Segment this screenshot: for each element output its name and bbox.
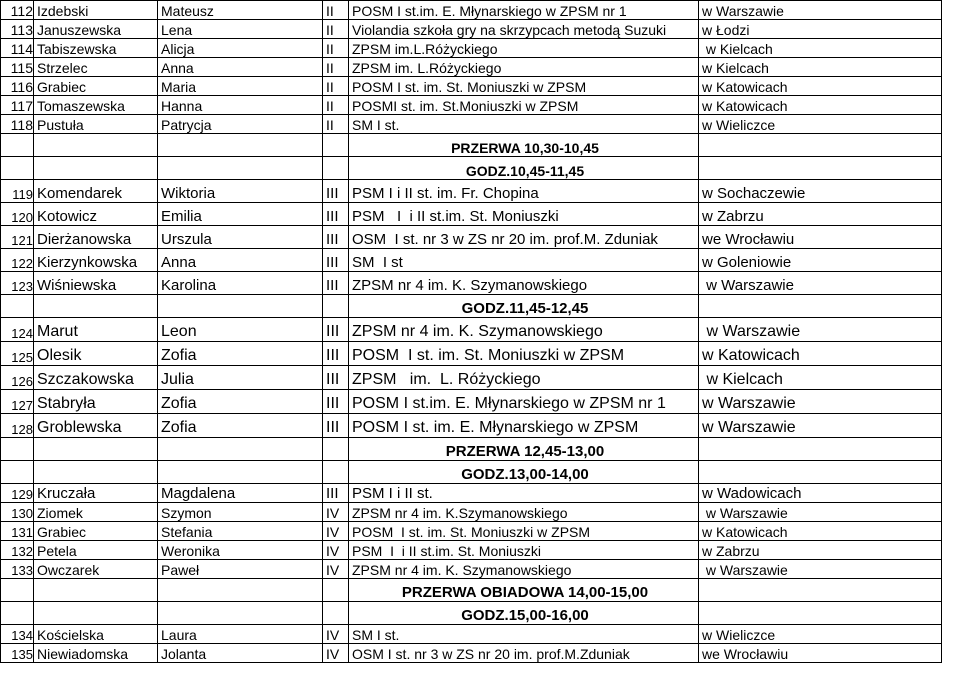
empty-cell — [699, 579, 942, 602]
empty-cell — [34, 579, 158, 602]
empty-cell — [1, 295, 34, 318]
cell-nr[interactable]: 118 — [1, 115, 34, 134]
cell-surname[interactable]: Komendarek — [34, 180, 158, 203]
cell-nr[interactable]: 120 — [1, 203, 34, 226]
empty-cell — [158, 438, 323, 461]
cell-school[interactable]: PSM I i II st. — [349, 484, 699, 503]
table-row — [1, 560, 942, 579]
cell-surname[interactable]: Szczakowska — [34, 366, 158, 390]
table-row — [1, 203, 942, 226]
table-row — [1, 414, 942, 438]
cell-nr[interactable]: 128 — [1, 414, 34, 438]
cell-nr[interactable]: 112 — [1, 1, 34, 20]
cell-name[interactable]: Alicja — [158, 39, 323, 58]
cell-surname[interactable]: Olesik — [34, 342, 158, 366]
cell-school[interactable]: ZPSM nr 4 im. K. Szymanowskiego — [349, 272, 699, 295]
empty-cell — [323, 157, 349, 180]
cell-school[interactable]: SM I st — [349, 249, 699, 272]
cell-school[interactable]: POSM I st. im. E. Młynarskiego w ZPSM — [349, 414, 699, 438]
cell-year[interactable]: IV — [323, 560, 349, 579]
cell-surname[interactable]: Marut — [34, 318, 158, 342]
cell-school[interactable]: POSM I st.im. E. Młynarskiego w ZPSM nr 1 — [349, 390, 699, 414]
table-row — [1, 39, 942, 58]
cell-nr[interactable]: 134 — [1, 625, 34, 644]
cell-school[interactable]: PSM I i II st. im. Fr. Chopina — [349, 180, 699, 203]
cell-name[interactable]: Zofia — [158, 414, 323, 438]
table-row — [1, 115, 942, 134]
cell-name[interactable]: Lena — [158, 20, 323, 39]
table-row — [1, 522, 942, 541]
cell-surname[interactable]: Kruczała — [34, 484, 158, 503]
cell-surname[interactable]: Dierżanowska — [34, 226, 158, 249]
cell-year[interactable]: III — [323, 366, 349, 390]
cell-name[interactable]: Maria — [158, 77, 323, 96]
slot-row — [1, 295, 942, 318]
cell-city[interactable]: w Goleniowie — [699, 249, 942, 272]
cell-name[interactable]: Zofia — [158, 342, 323, 366]
cell-city[interactable]: w Kielcach — [699, 58, 942, 77]
cell-surname[interactable]: Grabiec — [34, 522, 158, 541]
cell-name[interactable]: Szymon — [158, 503, 323, 522]
cell-surname[interactable]: Tomaszewska — [34, 96, 158, 115]
empty-cell — [158, 579, 323, 602]
cell-year[interactable]: III — [323, 249, 349, 272]
table-row — [1, 1, 942, 20]
time-slot-label: GODZ.13,00-14,00 — [349, 461, 699, 484]
cell-nr[interactable]: 126 — [1, 366, 34, 390]
empty-cell — [699, 602, 942, 625]
time-slot-label: GODZ.15,00-16,00 — [349, 602, 699, 625]
cell-city[interactable]: w Wadowicach — [699, 484, 942, 503]
cell-year[interactable]: II — [323, 1, 349, 20]
cell-school[interactable]: POSMI st. im. St.Moniuszki w ZPSM — [349, 96, 699, 115]
cell-name[interactable]: Patrycja — [158, 115, 323, 134]
table-row — [1, 20, 942, 39]
break-row — [1, 579, 942, 602]
cell-surname[interactable]: Izdebski — [34, 1, 158, 20]
cell-city[interactable]: w Zabrzu — [699, 203, 942, 226]
cell-school[interactable]: ZPSM nr 4 im. K. Szymanowskiego — [349, 560, 699, 579]
cell-year[interactable]: II — [323, 39, 349, 58]
cell-city[interactable]: w Warszawie — [699, 318, 942, 342]
empty-cell — [323, 295, 349, 318]
cell-surname[interactable]: Grabiec — [34, 77, 158, 96]
cell-name[interactable]: Emilia — [158, 203, 323, 226]
cell-surname[interactable]: Stabryła — [34, 390, 158, 414]
cell-surname[interactable]: Owczarek — [34, 560, 158, 579]
cell-nr[interactable]: 115 — [1, 58, 34, 77]
cell-school[interactable]: PSM I i II st.im. St. Moniuszki — [349, 203, 699, 226]
cell-name[interactable]: Stefania — [158, 522, 323, 541]
cell-name[interactable]: Jolanta — [158, 644, 323, 663]
empty-cell — [323, 134, 349, 157]
cell-surname[interactable]: Januszewska — [34, 20, 158, 39]
cell-year[interactable]: III — [323, 318, 349, 342]
cell-city[interactable]: w Warszawie — [699, 503, 942, 522]
cell-school[interactable]: OSM I st. nr 3 w ZS nr 20 im. prof.M. Zduniak — [349, 226, 699, 249]
cell-nr[interactable]: 117 — [1, 96, 34, 115]
cell-year[interactable]: IV — [323, 625, 349, 644]
cell-city[interactable]: w Zabrzu — [699, 541, 942, 560]
cell-city[interactable]: w Warszawie — [699, 414, 942, 438]
cell-surname[interactable]: Niewiadomska — [34, 644, 158, 663]
empty-cell — [34, 602, 158, 625]
empty-cell — [699, 134, 942, 157]
cell-school[interactable]: POSM I st. im. St. Moniuszki w ZPSM — [349, 522, 699, 541]
break-label: PRZERWA OBIADOWA 14,00-15,00 — [349, 579, 699, 602]
cell-school[interactable]: ZPSM im. L.Różyckiego — [349, 58, 699, 77]
empty-cell — [323, 579, 349, 602]
cell-year[interactable]: III — [323, 342, 349, 366]
cell-name[interactable]: Laura — [158, 625, 323, 644]
cell-year[interactable]: IV — [323, 541, 349, 560]
cell-year[interactable]: II — [323, 77, 349, 96]
empty-cell — [699, 295, 942, 318]
cell-year[interactable]: III — [323, 203, 349, 226]
empty-cell — [1, 579, 34, 602]
empty-cell — [699, 157, 942, 180]
break-row — [1, 438, 942, 461]
time-slot-label: GODZ.11,45-12,45 — [349, 295, 699, 318]
cell-surname[interactable]: Ziomek — [34, 503, 158, 522]
table-row — [1, 503, 942, 522]
table-row — [1, 625, 942, 644]
table-row — [1, 366, 942, 390]
cell-city[interactable]: w Katowicach — [699, 96, 942, 115]
empty-cell — [1, 461, 34, 484]
cell-name[interactable]: Magdalena — [158, 484, 323, 503]
empty-cell — [699, 438, 942, 461]
cell-nr[interactable]: 133 — [1, 560, 34, 579]
empty-cell — [34, 295, 158, 318]
time-slot-label: GODZ.10,45-11,45 — [349, 157, 699, 180]
cell-nr[interactable]: 123 — [1, 272, 34, 295]
table-row — [1, 180, 942, 203]
empty-cell — [1, 134, 34, 157]
cell-nr[interactable]: 116 — [1, 77, 34, 96]
cell-surname[interactable]: Strzelec — [34, 58, 158, 77]
cell-surname[interactable]: Tabiszewska — [34, 39, 158, 58]
cell-surname[interactable]: Groblewska — [34, 414, 158, 438]
slot-row — [1, 157, 942, 180]
cell-surname[interactable]: Kotowicz — [34, 203, 158, 226]
cell-name[interactable]: Wiktoria — [158, 180, 323, 203]
empty-cell — [323, 461, 349, 484]
cell-nr[interactable]: 114 — [1, 39, 34, 58]
cell-school[interactable]: ZPSM nr 4 im. K.Szymanowskiego — [349, 503, 699, 522]
cell-year[interactable]: III — [323, 414, 349, 438]
cell-nr[interactable]: 122 — [1, 249, 34, 272]
table-row — [1, 249, 942, 272]
cell-year[interactable]: IV — [323, 522, 349, 541]
cell-year[interactable]: III — [323, 180, 349, 203]
cell-city[interactable]: w Katowicach — [699, 342, 942, 366]
cell-surname[interactable]: Wiśniewska — [34, 272, 158, 295]
cell-year[interactable]: II — [323, 20, 349, 39]
cell-city[interactable]: w Kielcach — [699, 39, 942, 58]
break-label: PRZERWA 12,45-13,00 — [349, 438, 699, 461]
empty-cell — [158, 295, 323, 318]
cell-year[interactable]: IV — [323, 644, 349, 663]
cell-name[interactable]: Weronika — [158, 541, 323, 560]
table-row — [1, 58, 942, 77]
cell-city[interactable]: w Warszawie — [699, 272, 942, 295]
cell-city[interactable]: w Wieliczce — [699, 115, 942, 134]
cell-city[interactable]: we Wrocławiu — [699, 644, 942, 663]
cell-year[interactable]: III — [323, 484, 349, 503]
empty-cell — [1, 438, 34, 461]
empty-cell — [158, 134, 323, 157]
table-row — [1, 318, 942, 342]
table-row — [1, 484, 942, 503]
cell-year[interactable]: III — [323, 272, 349, 295]
cell-city[interactable]: w Warszawie — [699, 390, 942, 414]
cell-year[interactable]: III — [323, 226, 349, 249]
cell-year[interactable]: IV — [323, 503, 349, 522]
cell-name[interactable]: Anna — [158, 58, 323, 77]
cell-school[interactable]: PSM I i II st.im. St. Moniuszki — [349, 541, 699, 560]
empty-cell — [323, 602, 349, 625]
cell-nr[interactable]: 130 — [1, 503, 34, 522]
cell-surname[interactable]: Kościelska — [34, 625, 158, 644]
empty-cell — [1, 157, 34, 180]
cell-nr[interactable]: 127 — [1, 390, 34, 414]
cell-nr[interactable]: 129 — [1, 484, 34, 503]
empty-cell — [158, 602, 323, 625]
slot-row — [1, 461, 942, 484]
cell-school[interactable]: POSM I st.im. E. Młynarskiego w ZPSM nr 1 — [349, 1, 699, 20]
cell-school[interactable]: POSM I st. im. St. Moniuszki w ZPSM — [349, 77, 699, 96]
break-row — [1, 134, 942, 157]
cell-name[interactable]: Paweł — [158, 560, 323, 579]
slot-row — [1, 602, 942, 625]
cell-nr[interactable]: 113 — [1, 20, 34, 39]
empty-cell — [34, 438, 158, 461]
empty-cell — [699, 461, 942, 484]
cell-surname[interactable]: Kierzynkowska — [34, 249, 158, 272]
cell-city[interactable]: w Katowicach — [699, 522, 942, 541]
cell-school[interactable]: ZPSM im.L.Różyckiego — [349, 39, 699, 58]
empty-cell — [34, 157, 158, 180]
cell-city[interactable]: w Warszawie — [699, 560, 942, 579]
cell-nr[interactable]: 131 — [1, 522, 34, 541]
cell-year[interactable]: II — [323, 58, 349, 77]
empty-cell — [158, 461, 323, 484]
empty-cell — [323, 438, 349, 461]
cell-nr[interactable]: 124 — [1, 318, 34, 342]
cell-name[interactable]: Julia — [158, 366, 323, 390]
cell-name[interactable]: Anna — [158, 249, 323, 272]
cell-surname[interactable]: Petela — [34, 541, 158, 560]
table-row — [1, 390, 942, 414]
cell-nr[interactable]: 132 — [1, 541, 34, 560]
cell-year[interactable]: II — [323, 115, 349, 134]
cell-city[interactable]: w Kielcach — [699, 366, 942, 390]
empty-cell — [34, 461, 158, 484]
cell-name[interactable]: Leon — [158, 318, 323, 342]
cell-school[interactable]: SM I st. — [349, 625, 699, 644]
cell-school[interactable]: OSM I st. nr 3 w ZS nr 20 im. prof.M.Zduniak — [349, 644, 699, 663]
cell-city[interactable]: w Sochaczewie — [699, 180, 942, 203]
table-row — [1, 272, 942, 295]
cell-name[interactable]: Zofia — [158, 390, 323, 414]
table-row — [1, 226, 942, 249]
cell-city[interactable]: we Wrocławiu — [699, 226, 942, 249]
break-label: PRZERWA 10,30-10,45 — [349, 134, 699, 157]
cell-school[interactable]: SM I st. — [349, 115, 699, 134]
cell-name[interactable]: Karolina — [158, 272, 323, 295]
cell-school[interactable]: ZPSM nr 4 im. K. Szymanowskiego — [349, 318, 699, 342]
empty-cell — [1, 602, 34, 625]
cell-surname[interactable]: Pustuła — [34, 115, 158, 134]
table-row — [1, 644, 942, 663]
cell-school[interactable]: POSM I st. im. St. Moniuszki w ZPSM — [349, 342, 699, 366]
table-row — [1, 541, 942, 560]
empty-cell — [158, 157, 323, 180]
cell-name[interactable]: Urszula — [158, 226, 323, 249]
cell-city[interactable]: w Katowicach — [699, 77, 942, 96]
cell-school[interactable]: ZPSM im. L. Różyckiego — [349, 366, 699, 390]
cell-city[interactable]: w Warszawie — [699, 1, 942, 20]
cell-nr[interactable]: 119 — [1, 180, 34, 203]
cell-nr[interactable]: 135 — [1, 644, 34, 663]
cell-nr[interactable]: 125 — [1, 342, 34, 366]
cell-school[interactable]: Violandia szkoła gry na skrzypcach metodą Suzuki — [349, 20, 699, 39]
cell-name[interactable]: Mateusz — [158, 1, 323, 20]
table-row — [1, 342, 942, 366]
table-row — [1, 96, 942, 115]
cell-year[interactable]: III — [323, 390, 349, 414]
empty-cell — [34, 134, 158, 157]
table-row — [1, 77, 942, 96]
cell-city[interactable]: w Łodzi — [699, 20, 942, 39]
cell-year[interactable]: II — [323, 96, 349, 115]
cell-city[interactable]: w Wieliczce — [699, 625, 942, 644]
cell-name[interactable]: Hanna — [158, 96, 323, 115]
cell-nr[interactable]: 121 — [1, 226, 34, 249]
